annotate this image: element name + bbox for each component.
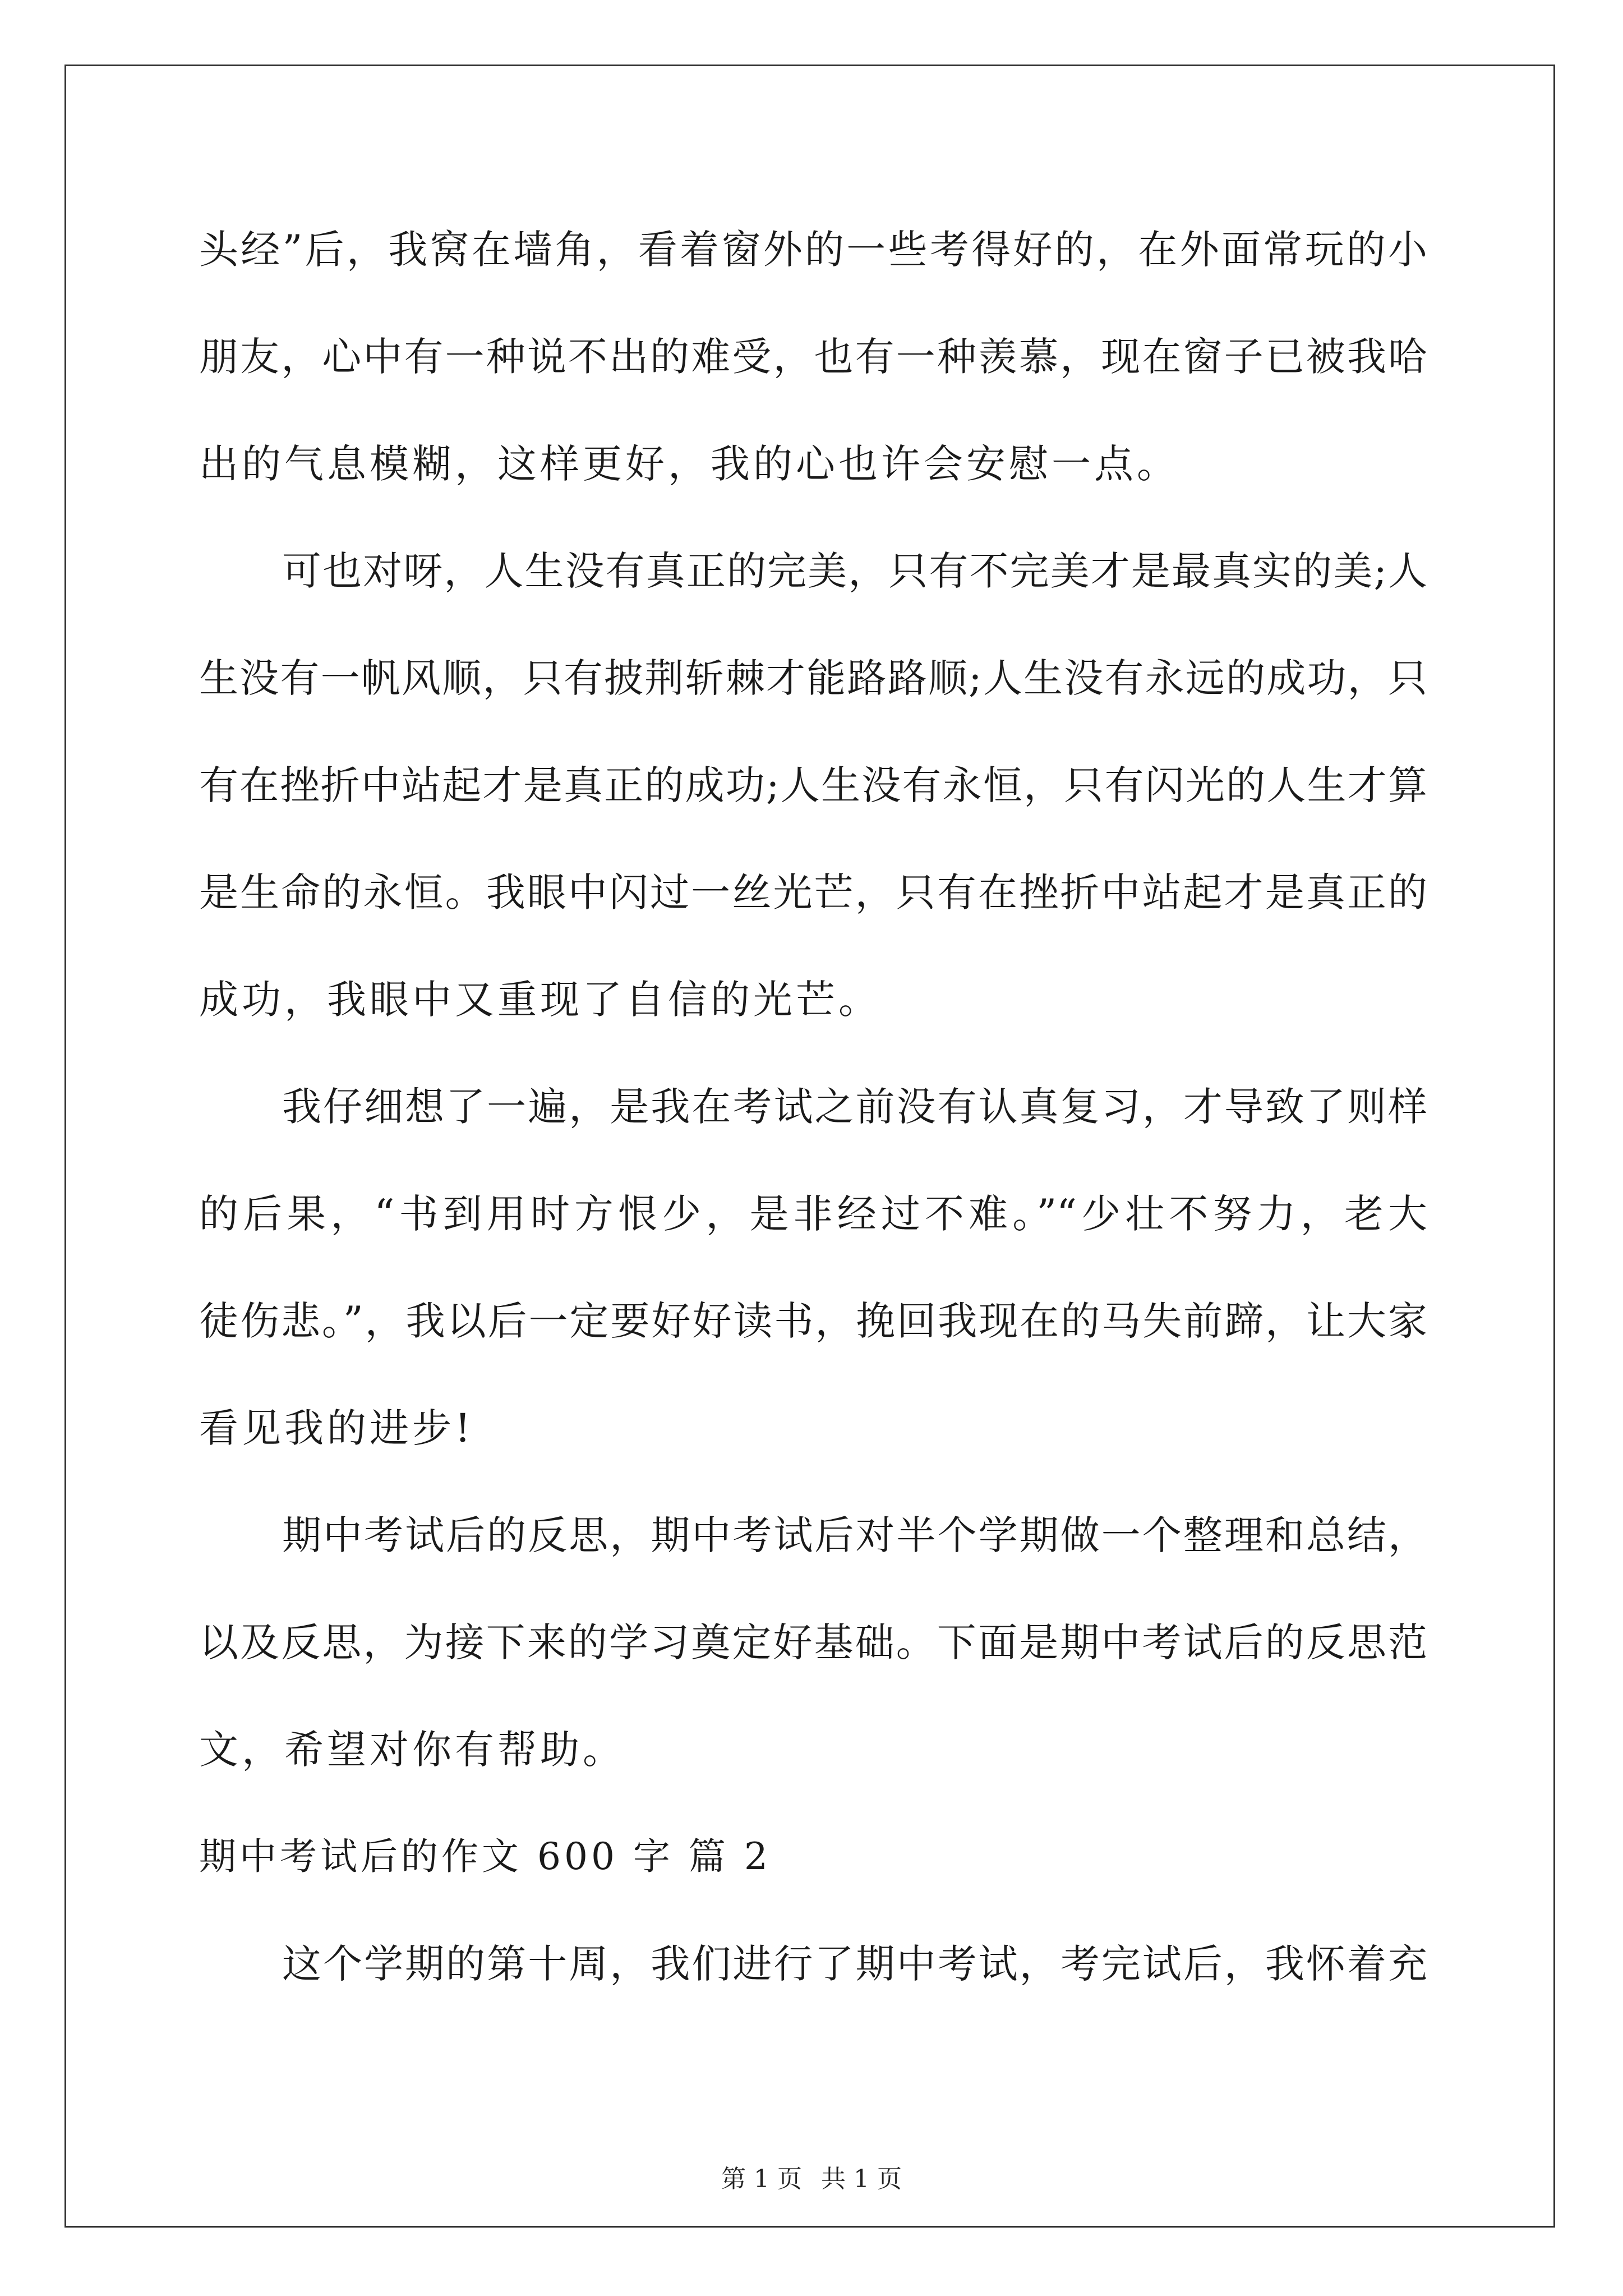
text-line: 生没有一帆风顺，只有披荆斩棘才能路路顺;人生没有永远的成功，只 xyxy=(199,655,1427,701)
text-line: 有在挫折中站起才是真正的成功;人生没有永恒，只有闪光的人生才算 xyxy=(199,762,1427,808)
text-line: 期中考试后的反思，期中考试后对半个学期做一个整理和总结， xyxy=(282,1512,1427,1558)
text-line: 朋友，心中有一种说不出的难受，也有一种羡慕，现在窗子已被我哈 xyxy=(199,334,1427,380)
page-footer xyxy=(0,2159,1623,2194)
text-line: 成功，我眼中又重现了自信的光芒。 xyxy=(199,977,881,1023)
text-line: 以及反思，为接下来的学习奠定好基础。下面是期中考试后的反思范 xyxy=(199,1619,1427,1665)
page-number: 第 1 页 xyxy=(721,2165,802,2193)
text-line: 文，希望对你有帮助。 xyxy=(199,1727,625,1773)
text-line: 看见我的进步! xyxy=(199,1405,474,1451)
text-line: 是生命的永恒。我眼中闪过一丝光芒，只有在挫折中站起才是真正的 xyxy=(199,869,1427,915)
text-line: 这个学期的第十周，我们进行了期中考试，考完试后，我怀着充 xyxy=(282,1941,1427,1987)
text-line: 的后果，“书到用时方恨少，是非经过不难。”“少壮不努力，老大 xyxy=(199,1191,1427,1237)
page-total: 共 1 页 xyxy=(821,2165,902,2193)
text-line: 可也对呀，人生没有真正的完美，只有不完美才是最真实的美;人 xyxy=(282,548,1427,594)
text-line: 头经”后，我窝在墙角，看着窗外的一些考得好的，在外面常玩的小 xyxy=(199,227,1427,273)
text-line: 出的气息模糊，这样更好，我的心也许会安慰一点。 xyxy=(199,441,1179,487)
text-line: 我仔细想了一遍，是我在考试之前没有认真复习，才导致了则样 xyxy=(282,1084,1427,1130)
section-heading: 期中考试后的作文 600 字 篇 2 xyxy=(199,1835,771,1878)
document-body xyxy=(199,208,1427,2029)
text-line: 徒伤悲。”，我以后一定要好好读书，挽回我现在的马失前蹄，让大家 xyxy=(199,1298,1427,1344)
